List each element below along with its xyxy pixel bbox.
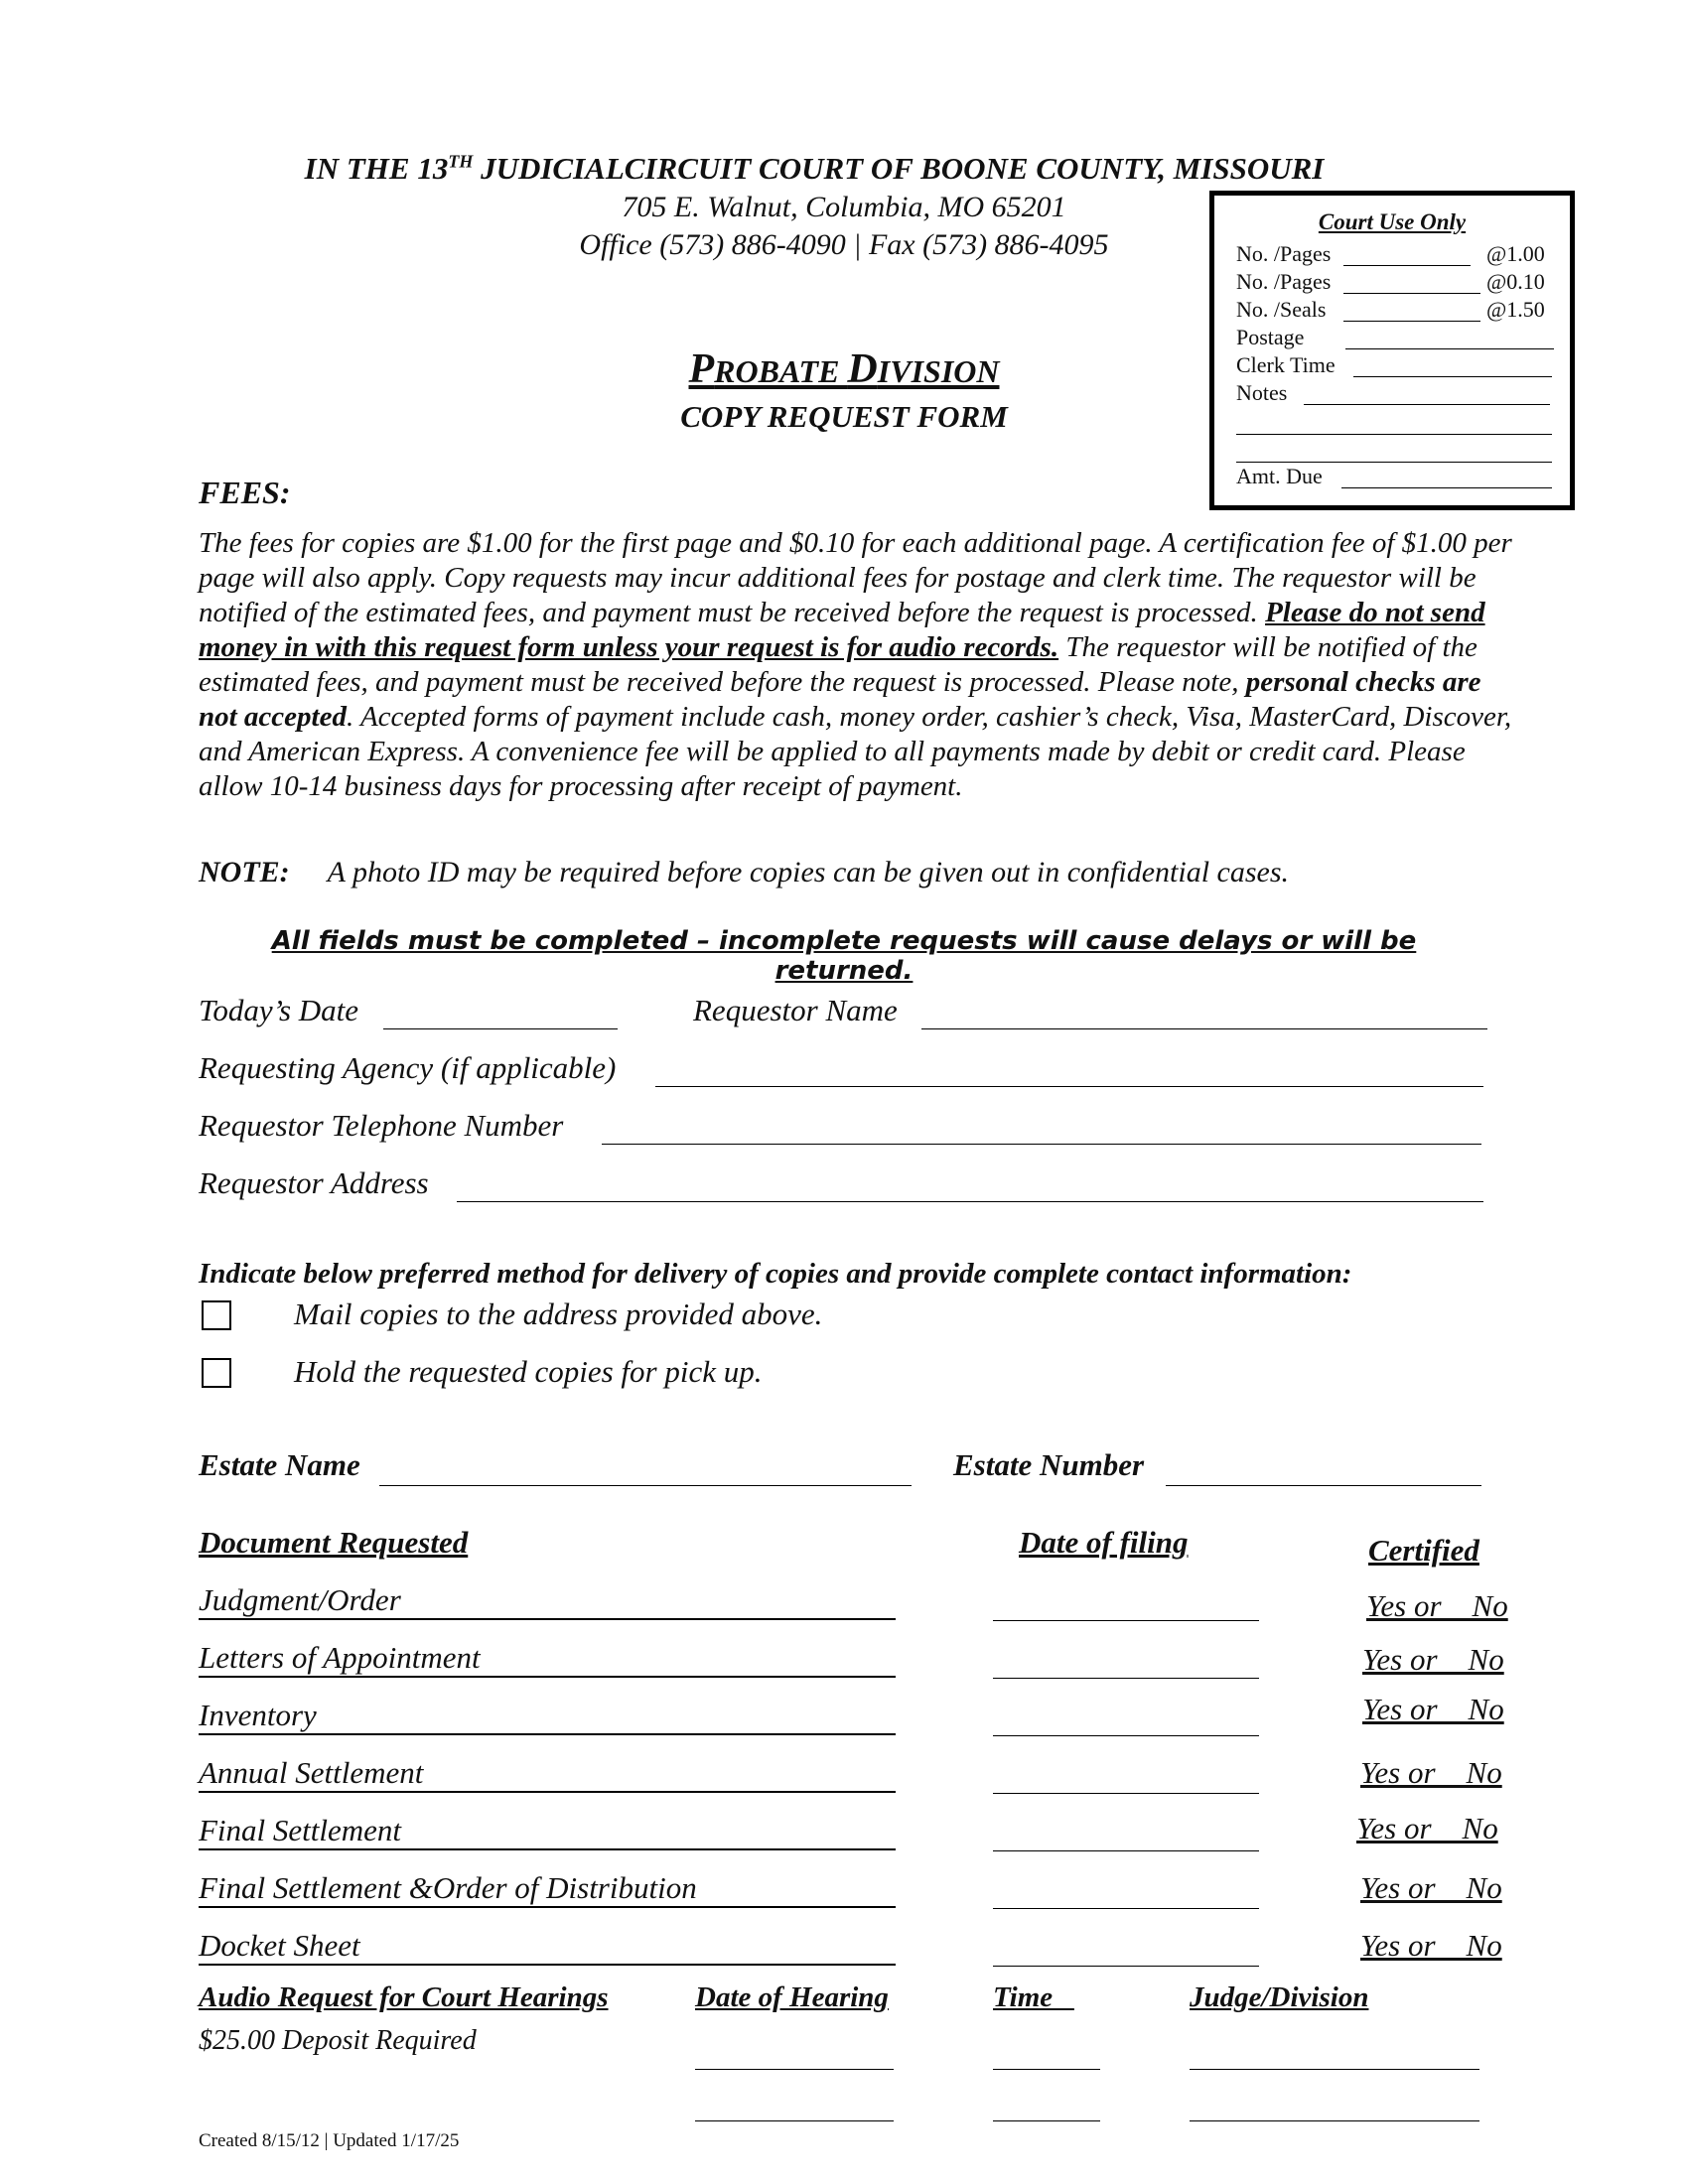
date-of-filing-field[interactable] (993, 1793, 1259, 1794)
doc-item: Docket Sheet (199, 1928, 360, 1963)
court-title: IN THE 13TH JUDICIALCIRCUIT COURT OF BOONE COUNTY, MISSOURI (304, 151, 1325, 186)
cu-row-postage: Postage (1236, 325, 1305, 349)
date-of-filing-field[interactable] (993, 1620, 1259, 1621)
doc-item: Final Settlement &Order of Distribution (199, 1870, 697, 1905)
cu-row-pages-2: No. /Pages (1236, 269, 1332, 294)
hold-copies-label: Hold the requested copies for pick up. (294, 1354, 763, 1389)
cu-rate: @1.50 (1486, 297, 1545, 322)
court-use-title: Court Use Only (1318, 209, 1467, 234)
footer-dates: Created 8/15/12 | Updated 1/17/25 (199, 2130, 460, 2151)
cu-rate: @1.00 (1486, 241, 1545, 266)
date-of-filing-field[interactable] (993, 1850, 1259, 1851)
doc-line (199, 1848, 896, 1850)
court-use-box (1209, 191, 1575, 510)
hearing-time-field[interactable] (993, 2069, 1100, 2070)
certified-yes-no[interactable]: Yes or No (1360, 1870, 1502, 1905)
doc-item: Letters of Appointment (199, 1640, 481, 1675)
date-of-filing-field[interactable] (993, 1735, 1259, 1736)
judge-division-header: Judge/Division (1190, 1981, 1369, 2013)
date-of-filing-header: Date of filing (1019, 1525, 1189, 1560)
requestor-name-label: Requestor Name (693, 993, 898, 1027)
hold-copies-checkbox[interactable] (202, 1358, 231, 1388)
certified-header: Certified (1368, 1533, 1479, 1568)
doc-line (199, 1676, 896, 1678)
doc-item: Judgment/Order (199, 1582, 401, 1617)
estate-number-label: Estate Number (953, 1447, 1145, 1482)
cu-line[interactable] (1343, 265, 1471, 266)
telephone-label: Requestor Telephone Number (199, 1108, 564, 1143)
judge-division-field[interactable] (1190, 2120, 1479, 2121)
cu-line[interactable] (1236, 434, 1552, 435)
division-title: PROBATE DIVISION (688, 346, 1000, 392)
date-of-filing-field[interactable] (993, 1678, 1259, 1679)
cu-line[interactable] (1353, 376, 1552, 377)
audio-request-header: Audio Request for Court Hearings (199, 1981, 609, 2013)
document-requested-header: Document Requested (199, 1525, 469, 1560)
doc-line (199, 1906, 896, 1908)
doc-line (199, 1733, 896, 1735)
doc-item: Annual Settlement (199, 1755, 424, 1790)
mail-copies-label: Mail copies to the address provided above. (294, 1297, 823, 1331)
address-label: Requestor Address (199, 1165, 429, 1200)
doc-line (199, 1964, 896, 1966)
todays-date-field[interactable] (383, 1028, 618, 1029)
cu-line[interactable] (1304, 404, 1550, 405)
court-address: 705 E. Walnut, Columbia, MO 65201 (622, 191, 1066, 223)
requesting-agency-field[interactable] (655, 1086, 1483, 1087)
form-subtitle: COPY REQUEST FORM (680, 399, 1008, 434)
doc-line (199, 1791, 896, 1793)
date-of-filing-field[interactable] (993, 1966, 1259, 1967)
estate-number-field[interactable] (1166, 1485, 1481, 1486)
cu-line[interactable] (1343, 321, 1480, 322)
telephone-field[interactable] (602, 1144, 1481, 1145)
cu-line[interactable] (1345, 348, 1554, 349)
todays-date-label: Today’s Date (199, 993, 359, 1027)
cu-row-notes: Notes (1236, 380, 1288, 405)
time-header: Time (993, 1981, 1074, 2013)
fees-heading: FEES: (199, 475, 291, 510)
date-of-filing-field[interactable] (993, 1908, 1259, 1909)
date-of-hearing-header: Date of Hearing (695, 1981, 889, 2013)
hearing-date-field[interactable] (695, 2120, 894, 2121)
certified-yes-no[interactable]: Yes or No (1362, 1642, 1504, 1677)
cu-row-pages-1: No. /Pages (1236, 241, 1332, 266)
hearing-date-field[interactable] (695, 2069, 894, 2070)
mail-copies-checkbox[interactable] (202, 1300, 231, 1330)
requestor-name-field[interactable] (921, 1028, 1487, 1029)
certified-yes-no[interactable]: Yes or No (1356, 1811, 1498, 1845)
cu-row-seals: No. /Seals (1236, 297, 1327, 322)
cu-rate: @0.10 (1486, 269, 1545, 294)
deposit-note: $25.00 Deposit Required (199, 2025, 477, 2056)
estate-name-label: Estate Name (199, 1447, 360, 1482)
cu-line[interactable] (1343, 293, 1480, 294)
doc-item: Final Settlement (199, 1813, 402, 1847)
delivery-heading: Indicate below preferred method for delivery of copies and provide complete contact information: (199, 1258, 1352, 1290)
hearing-time-field[interactable] (993, 2120, 1100, 2121)
fees-paragraph: The fees for copies are $1.00 for the first page and $0.10 for each additional page. A certification fee of $1.00 per page will also apply. Copy requests may incur additional fees for postage and clerk time. The requestor will be notified of the estimated fees, and payment must be received before the request is processed. Please do not send money in with this request form unless your request is for audio records. The requestor will be notified of the estimated fees, and payment must be received before the request is processed. Please note, personal checks are not accepted. Accepted forms of payment include cash, money order, cashier’s check, Visa, MasterCard, Discover, and American Express. A convenience fee will be applied to all payments made by debit or credit card. Please allow 10-14 business days for processing after receipt of payment. (199, 527, 1512, 802)
certified-yes-no[interactable]: Yes or No (1360, 1928, 1502, 1963)
court-phone: Office (573) 886-4090 | Fax (573) 886-4095 (579, 228, 1109, 261)
certified-yes-no[interactable]: Yes or No (1362, 1692, 1504, 1726)
certified-yes-no[interactable]: Yes or No (1360, 1755, 1502, 1790)
cu-line[interactable] (1236, 462, 1552, 463)
estate-name-field[interactable] (379, 1485, 912, 1486)
required-fields-warning: All fields must be completed – incomplete requests will cause delays or will be returned. (271, 926, 1417, 986)
certified-yes-no[interactable]: Yes or No (1366, 1588, 1508, 1623)
address-field[interactable] (457, 1201, 1483, 1202)
judge-division-field[interactable] (1190, 2069, 1479, 2070)
cu-row-clerk-time: Clerk Time (1236, 352, 1336, 377)
doc-line (199, 1618, 896, 1620)
note: NOTE: A photo ID may be required before copies can be given out in confidential cases. (199, 856, 1290, 888)
cu-line[interactable] (1341, 487, 1552, 488)
cu-row-amt-due: Amt. Due (1236, 464, 1323, 488)
doc-item: Inventory (199, 1698, 317, 1732)
requesting-agency-label: Requesting Agency (if applicable) (199, 1050, 617, 1085)
